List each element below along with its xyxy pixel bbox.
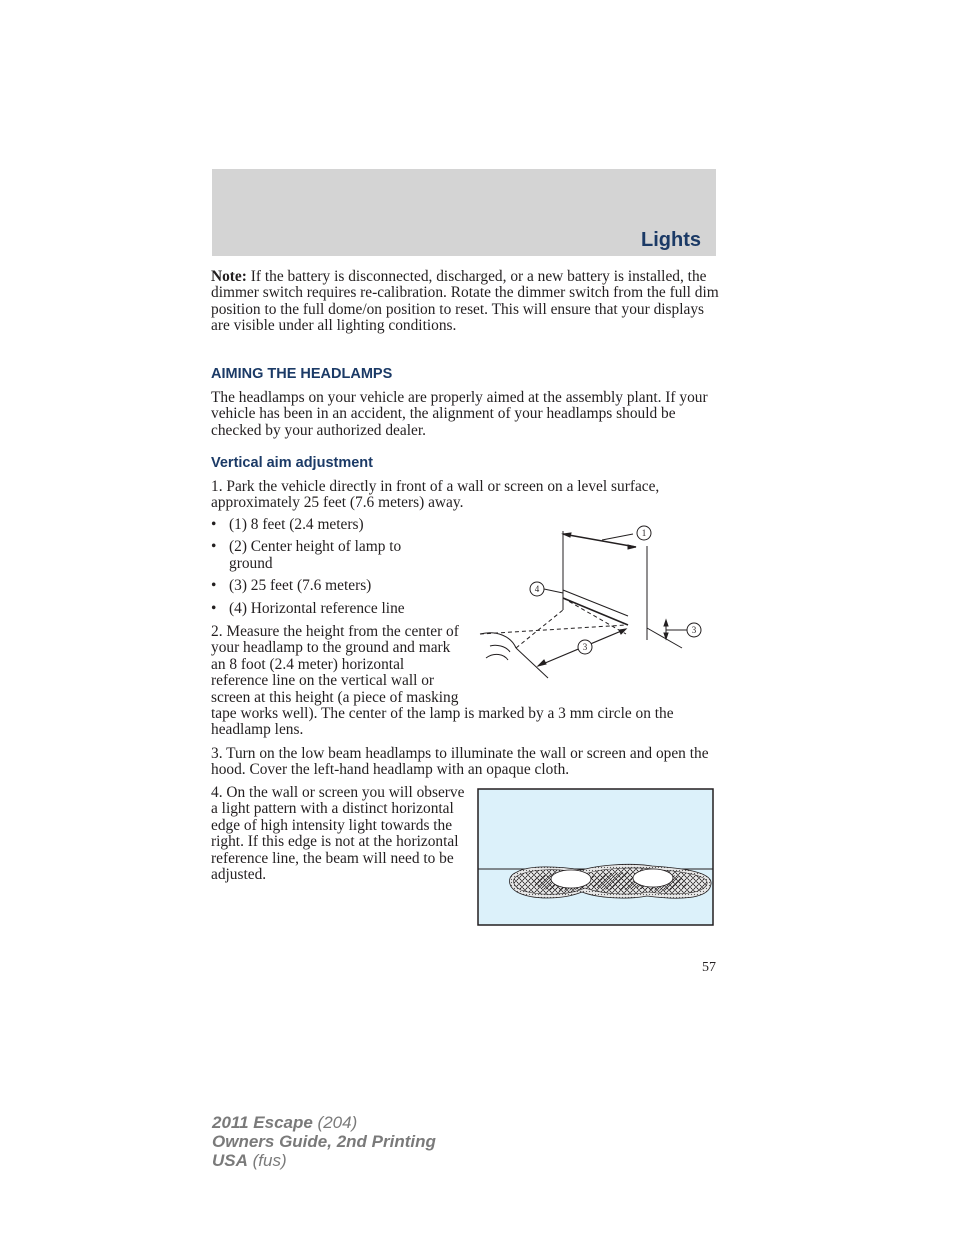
- list-item: • (3) 25 feet (7.6 meters): [211, 577, 372, 595]
- footer-region: USA: [212, 1151, 248, 1170]
- list-item: • (4) Horizontal reference line: [211, 599, 405, 617]
- measurement-list: [211, 517, 471, 623]
- footer-model: 2011 Escape: [212, 1113, 313, 1132]
- headlamp-aiming-diagram: [476, 518, 708, 683]
- callout-2: 3: [691, 625, 697, 635]
- callout-3: 3: [582, 642, 588, 652]
- callout-4: 4: [534, 584, 540, 594]
- section-title: Lights: [641, 229, 701, 251]
- screen-background: [478, 789, 713, 925]
- footer-guide: Owners Guide, 2nd Printing: [212, 1132, 436, 1151]
- list-item: • (1) 8 feet (2.4 meters): [211, 516, 364, 533]
- note-paragraph: [211, 269, 721, 335]
- step-2: 2. Measure the height from the center of your headlamp to the ground and mark an 8 foot (2.4 meter) horizontal reference line on the vertical wall or screen at this height (a piece of masking tape works well). The center of the lamp is marked by a 3 mm circle on the headlamp lens.: [211, 623, 674, 739]
- step-4: 4. On the wall or screen you will observe a light pattern with a distinct horizontal edge of high intensity light towards the right. If this edge is not at the horizontal reference line, the beam will need to be adjusted.: [211, 784, 465, 884]
- aiming-intro: The headlamps on your vehicle are properly aimed at the assembly plant. If your vehicle has been in an accident, the alignment of your headlamps should be checked by your authorized dealer.: [211, 389, 708, 439]
- document-footer: 2011 Escape (204) Owners Guide, 2nd Printing USA (fus): [212, 1113, 436, 1170]
- beam-pattern-diagram: [477, 788, 715, 926]
- note-text: If the battery is disconnected, discharged, or a new battery is installed, the dimmer switch requires re-calibration. Rotate the dimmer switch from the full dim position to the full dome/on position to reset. This will ensure that your displays are visible under all lighting conditions.: [211, 268, 719, 335]
- list-item: • (2) Center height of lamp to ground: [211, 538, 402, 572]
- section-header-band: [212, 169, 716, 256]
- vertical-aim-heading: Vertical aim adjustment: [211, 455, 373, 471]
- page-number: 57: [702, 960, 716, 975]
- step-1: 1. Park the vehicle directly in front of a wall or screen on a level surface, approximately 25 feet (7.6 meters) away.: [211, 478, 660, 512]
- step-3: 3. Turn on the low beam headlamps to illuminate the wall or screen and open the hood. Cover the left-hand headlamp with an opaque cloth.: [211, 745, 709, 779]
- callout-1: 1: [641, 528, 647, 538]
- aiming-heading: AIMING THE HEADLAMPS: [211, 366, 393, 382]
- note-label: Note:: [211, 268, 247, 285]
